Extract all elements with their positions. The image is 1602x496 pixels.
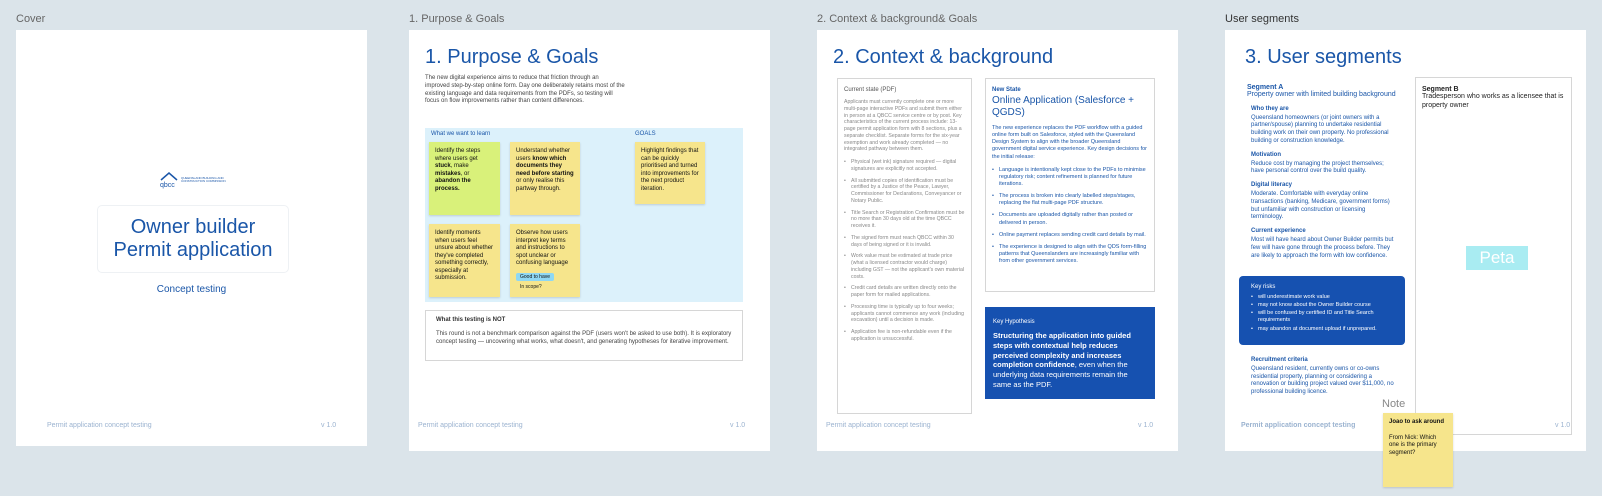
segment-b-box bbox=[1415, 77, 1572, 435]
segment-b-label: Segment B bbox=[1422, 86, 1459, 93]
learn-board bbox=[425, 128, 743, 302]
list-item: • Credit card details are written directly onto the paper form for mailed applications. bbox=[844, 285, 965, 299]
purpose-footer-left: Permit application concept testing bbox=[418, 422, 523, 429]
literacy-heading: Digital literacy bbox=[1251, 182, 1293, 189]
list-item: • may not know about the Owner Builder course bbox=[1251, 302, 1393, 309]
note-title: Joao to ask around bbox=[1389, 419, 1445, 425]
segments-footer-right: v 1.0 bbox=[1555, 422, 1571, 429]
list-item: • Online payment replaces sending credit card details by mail. bbox=[992, 232, 1148, 239]
segment-a-title: Property owner with limited building background bbox=[1247, 91, 1396, 98]
list-item: • The process is broken into clearly labelled steps/stages, replacing the flat multi-page PDF structure. bbox=[992, 193, 1148, 207]
note-body: From Nick: Which one is the primary segment? bbox=[1389, 434, 1437, 456]
context-frame[interactable] bbox=[817, 30, 1178, 451]
sticky-note-terms[interactable]: Observe how users interpret key terms and instructions to spot unclear or confusing language Good to have In scope? bbox=[510, 224, 580, 297]
list-item: • will underestimate work value bbox=[1251, 294, 1393, 301]
note-label: Note bbox=[1382, 398, 1406, 410]
tag-in-scope[interactable]: In scope? bbox=[520, 284, 542, 290]
new-state-intro: The new experience replaces the PDF workflow with a guided online form built on Salesforce, styled with the Queensland Design System to align with the broader Queensland government digital service experience. Key design decisions for the initial release: bbox=[992, 125, 1147, 160]
learn-heading: What we want to learn bbox=[431, 131, 491, 137]
current-state-intro: Applicants must currently complete one or more multi-page interactive PDFs and submit them either in person at a QBCC service centre or by post. Key characteristics of the current process include: 13-page permit application form with 8 sections, plus a separate checklist. Separate forms for the six-year exemption and work already completed — no integrated pathway between them. bbox=[844, 99, 962, 153]
list-item: • may abandon at document upload if unprepared. bbox=[1251, 326, 1393, 333]
experience-body: Most will have heard about Owner Builder permits but few will have gone through the process before. They are likely to approach the form with low confidence. bbox=[1251, 236, 1394, 259]
cover-footer-right: v 1.0 bbox=[321, 422, 337, 429]
tag-good-to-have[interactable]: Good to have bbox=[516, 273, 554, 281]
frame-label-cover[interactable]: Cover bbox=[16, 13, 46, 25]
recruitment-heading: Recruitment criteria bbox=[1251, 357, 1308, 363]
page-title: 2. Context & background bbox=[833, 46, 1054, 68]
current-state-heading: Current state (PDF) bbox=[844, 87, 897, 93]
motivation-heading: Motivation bbox=[1251, 151, 1281, 158]
segments-footer-left: Permit application concept testing bbox=[1241, 422, 1356, 429]
cover-title-card bbox=[98, 206, 288, 272]
segment-a bbox=[1247, 84, 1397, 260]
list-item: • Processing time is typically up to four weeks; applicants cannot commence any work (including excavation) until a decision is made. bbox=[844, 304, 965, 324]
frame-label-purpose[interactable]: 1. Purpose & Goals bbox=[409, 13, 505, 25]
segment-b-title: Tradesperson who works as a licensee that is property owner bbox=[1422, 93, 1564, 109]
new-state-title: Online Application (Salesforce + QGDS) bbox=[992, 95, 1135, 118]
frame-label-context[interactable]: 2. Context & background& Goals bbox=[817, 13, 978, 25]
hypothesis-label: Key Hypothesis bbox=[993, 319, 1035, 325]
list-item: • Physical (wet ink) signature required — digital signatures are explicitly not accepted. bbox=[844, 159, 965, 173]
current-state-list bbox=[844, 159, 965, 343]
context-footer-left: Permit application concept testing bbox=[826, 422, 931, 429]
risks-list bbox=[1251, 294, 1393, 333]
list-item: • The experience is designed to align with the QDS form-filling patterns that Queenslanders are increasingly familiar with from other government services. bbox=[992, 244, 1148, 265]
experience-heading: Current experience bbox=[1251, 228, 1306, 235]
current-state-box bbox=[837, 78, 972, 414]
cover-title-line2: Permit application bbox=[113, 239, 273, 261]
purpose-intro: The new digital experience aims to reduce that friction through an improved step-by-step online form. Day one deliberately retains most of the existing language and data requirements from the PDFs, so testing will focus on flow improvements rather than content differences. bbox=[425, 75, 625, 105]
segment-a-label: Segment A bbox=[1247, 84, 1284, 91]
literacy-body: Moderate. Comfortable with everyday online transactions (banking, Medicare, government forms) but unfamiliar with construction or licensing terminology. bbox=[1251, 190, 1390, 221]
new-state-list bbox=[992, 167, 1148, 266]
list-item: • Work value must be estimated at trade price (what a licensed contractor would charge) including GST — not the applicant's own material costs. bbox=[844, 253, 965, 280]
cover-frame[interactable] bbox=[16, 30, 367, 446]
logo-text: QUEENSLAND BUILDING AND CONSTRUCTION COMMISSION bbox=[181, 175, 226, 183]
not-testing-heading: What this testing is NOT bbox=[436, 317, 506, 323]
purpose-footer-right: v 1.0 bbox=[730, 422, 746, 429]
segments-frame[interactable] bbox=[1225, 30, 1586, 451]
purpose-frame[interactable] bbox=[409, 30, 770, 451]
key-risks-card bbox=[1239, 276, 1405, 345]
not-testing-body: This round is not a benchmark comparison against the PDF (users won't be asked to use both). It is exploratory concept testing — uncovering what works, what doesn't, and generating hypotheses for iterative improvement. bbox=[436, 331, 732, 345]
goals-heading: GOALS bbox=[635, 131, 656, 137]
qbcc-logo-icon bbox=[159, 171, 179, 189]
sticky-note-unsure[interactable]: Identify moments when users feel unsure about whether they've completed something correctly, especially at submission. bbox=[429, 224, 500, 297]
page-title: 1. Purpose & Goals bbox=[425, 46, 599, 68]
sticky-note-stuck[interactable]: Identify the steps where users get stuck, make mistakes, or abandon the process. bbox=[429, 142, 500, 215]
peta-cursor-label: Peta bbox=[1466, 246, 1528, 270]
list-item: • The signed form must reach QBCC within 30 days of being signed or it is invalid. bbox=[844, 235, 965, 249]
frame-label-segments[interactable]: User segments bbox=[1225, 13, 1299, 25]
risks-heading: Key risks bbox=[1251, 284, 1276, 290]
motivation-body: Reduce cost by managing the project themselves; have personal control over the build quality. bbox=[1251, 160, 1384, 175]
list-item: • Language is intentionally kept close to the PDFs to minimise regulatory risk; content refinement is planned for future iterations. bbox=[992, 167, 1148, 188]
cover-footer-left: Permit application concept testing bbox=[47, 422, 152, 429]
who-heading: Who they are bbox=[1251, 105, 1289, 112]
new-state-label: New State bbox=[992, 87, 1021, 93]
sticky-note-findings[interactable]: Highlight findings that can be quickly prioritised and turned into improvements for the next product iteration. bbox=[635, 142, 705, 204]
list-item: • will be confused by certified ID and Title Search requirements bbox=[1251, 310, 1393, 324]
list-item: • Application fee is non-refundable even if the application is unsuccessful. bbox=[844, 329, 965, 343]
not-testing-box bbox=[425, 310, 743, 361]
cover-title-line1: Owner builder bbox=[130, 216, 256, 238]
list-item: • Title Search or Registration Confirmation must be no more than 30 days old at the time QBCC receives it. bbox=[844, 210, 965, 230]
qbcc-logo bbox=[159, 171, 229, 189]
note-sticky[interactable] bbox=[1383, 413, 1453, 487]
recruitment-block bbox=[1251, 357, 1401, 397]
key-hypothesis-card bbox=[985, 307, 1155, 399]
list-item: • All submitted copies of identification must be certified by a Justice of the Peace, Lawyer, Commissioner for Declarations, Conveyancer or Notary Public. bbox=[844, 178, 965, 205]
new-state-box bbox=[985, 78, 1155, 292]
who-body: Queensland homeowners (or joint owners with a partner/spouse) planning to undertake residential building work on their own property. No professional building or construction knowledge. bbox=[1251, 114, 1389, 144]
list-item: • Documents are uploaded digitally rather than posted or delivered in person. bbox=[992, 212, 1148, 226]
cover-subtitle: Concept testing bbox=[156, 284, 227, 295]
page-title: 3. User segments bbox=[1245, 46, 1402, 68]
context-footer-right: v 1.0 bbox=[1138, 422, 1154, 429]
sticky-note-documents[interactable]: Understand whether users know which documents they need before starting or only realise this partway through. bbox=[510, 142, 580, 215]
hypothesis-text: Structuring the application into guided steps with contextual help reduces perceived complexity and increases completion confidence, even when the underlying data requirements remain the same as the PDF. bbox=[993, 331, 1131, 389]
svg-text:qbcc: qbcc bbox=[160, 182, 175, 189]
recruitment-body: Queensland resident, currently owns or co-owns residential property, planning or considering a renovation or building project valued over $11,000, no professional building licence. bbox=[1251, 365, 1394, 396]
